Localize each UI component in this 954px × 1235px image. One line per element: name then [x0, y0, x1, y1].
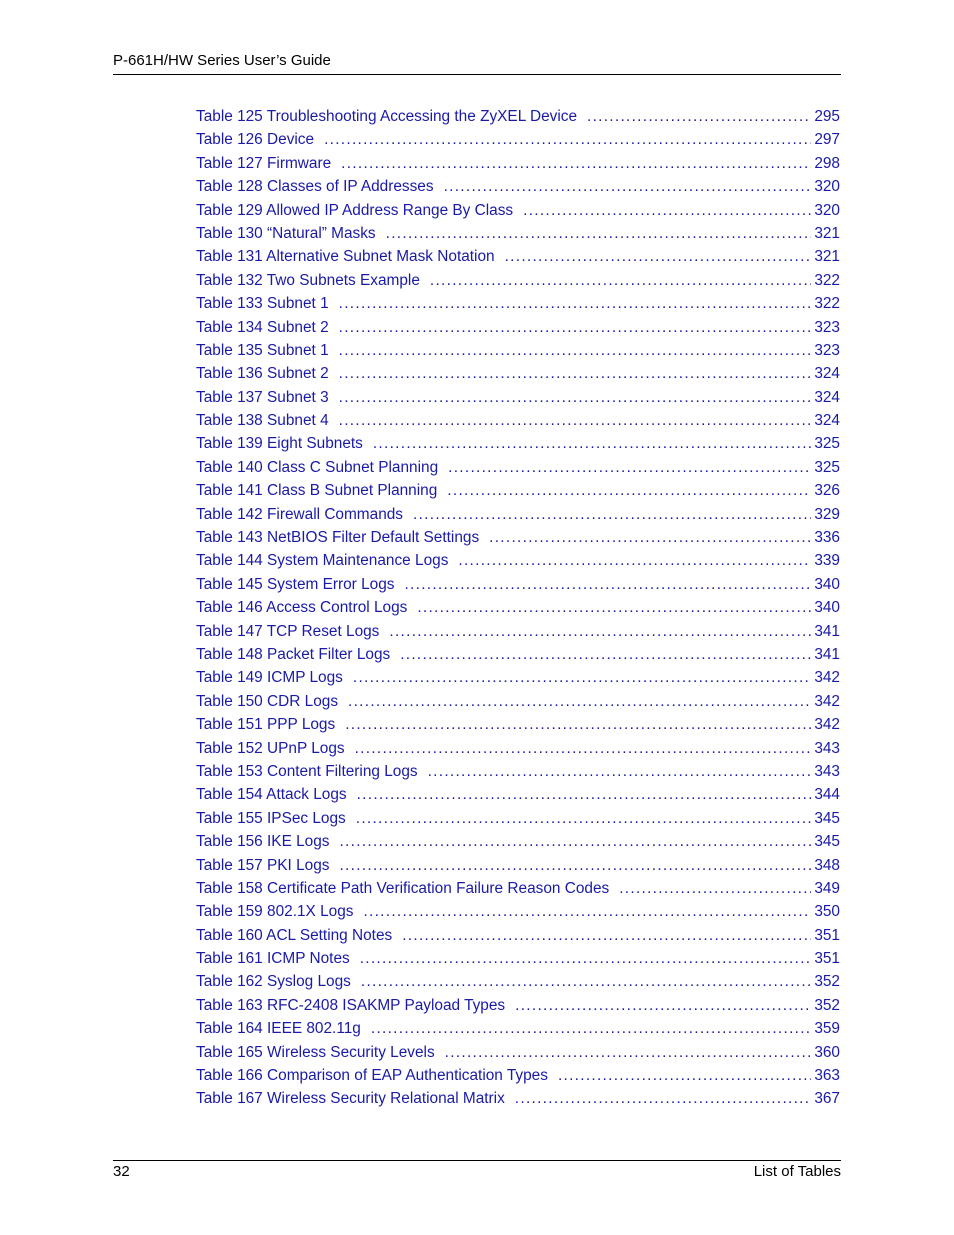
toc-entry-title: Table 144 System Maintenance Logs — [196, 552, 449, 570]
toc-entry-title: Table 158 Certificate Path Verification Failure Reason Codes — [196, 879, 610, 897]
toc-entry-page-number: 345 — [814, 833, 840, 851]
dot-leader — [339, 362, 812, 385]
toc-entry-link[interactable] — [196, 947, 840, 970]
toc-entry-title: Table 163 RFC-2408 ISAKMP Payload Types — [196, 996, 506, 1014]
toc-entry-title: Table 141 Class B Subnet Planning — [196, 482, 438, 500]
dot-leader — [389, 620, 811, 643]
dot-leader — [417, 596, 811, 619]
toc-entry-title: Table 128 Classes of IP Addresses — [196, 178, 434, 196]
toc-entry-page-number: 321 — [814, 224, 840, 242]
toc-entry-link[interactable] — [196, 409, 840, 432]
toc-entry-link[interactable] — [196, 994, 840, 1017]
toc-entry-link[interactable] — [196, 877, 840, 900]
toc-entry-link[interactable] — [196, 316, 840, 339]
dot-leader — [430, 269, 811, 292]
dot-leader — [413, 503, 811, 526]
toc-entry-title: Table 142 Firewall Commands — [196, 505, 404, 523]
toc-entry-page-number: 340 — [814, 599, 840, 617]
toc-entry-title: Table 147 TCP Reset Logs — [196, 622, 380, 640]
dot-leader — [353, 666, 811, 689]
toc-entry-link[interactable] — [196, 386, 840, 409]
dot-leader — [339, 409, 812, 432]
toc-entry-link[interactable] — [196, 690, 840, 713]
toc-entry-page-number: 324 — [814, 365, 840, 383]
toc-entry-page-number: 323 — [814, 341, 840, 359]
toc-entry-page-number: 359 — [814, 1020, 840, 1038]
toc-entry-title: Table 127 Firmware — [196, 154, 332, 172]
toc-entry-link[interactable] — [196, 807, 840, 830]
toc-entry-page-number: 343 — [814, 739, 840, 757]
dot-leader — [458, 549, 811, 572]
toc-entry-title: Table 159 802.1X Logs — [196, 903, 354, 921]
toc-entry-page-number: 298 — [814, 154, 840, 172]
toc-entry-link[interactable] — [196, 456, 840, 479]
toc-entry-page-number: 360 — [814, 1043, 840, 1061]
toc-entry-title: Table 139 Eight Subnets — [196, 435, 363, 453]
toc-entry-page-number: 345 — [814, 809, 840, 827]
toc-entry-page-number: 343 — [814, 762, 840, 780]
toc-entry-page-number: 324 — [814, 412, 840, 430]
toc-entry-link[interactable] — [196, 620, 840, 643]
toc-entry-title: Table 126 Device — [196, 131, 315, 149]
dot-leader — [505, 245, 812, 268]
page-header — [113, 50, 841, 75]
toc-entry-title: Table 137 Subnet 3 — [196, 388, 329, 406]
toc-entry-page-number: 349 — [814, 879, 840, 897]
toc-entry-link[interactable] — [196, 970, 840, 993]
toc-entry-page-number: 342 — [814, 692, 840, 710]
dot-leader — [356, 807, 812, 830]
toc-entry-link[interactable] — [196, 900, 840, 923]
dot-leader — [339, 339, 812, 362]
section-name: List of Tables — [753, 1163, 841, 1180]
toc-entry-page-number: 344 — [814, 786, 840, 804]
toc-entry-page-number: 325 — [814, 435, 840, 453]
toc-entry-page-number: 329 — [814, 505, 840, 523]
toc-entry-link[interactable] — [196, 339, 840, 362]
toc-entry-link[interactable] — [196, 573, 840, 596]
toc-entry-title: Table 150 CDR Logs — [196, 692, 339, 710]
toc-entry-page-number: 367 — [814, 1090, 840, 1108]
toc-entry-page-number: 321 — [814, 248, 840, 266]
toc-entry-page-number: 320 — [814, 178, 840, 196]
toc-entry-link[interactable] — [196, 128, 840, 151]
toc-entry-page-number: 320 — [814, 201, 840, 219]
toc-entry-page-number: 350 — [814, 903, 840, 921]
dot-leader — [587, 105, 811, 128]
toc-entry-link[interactable] — [196, 549, 840, 572]
toc-entry-title: Table 149 ICMP Logs — [196, 669, 343, 687]
toc-entry-link[interactable] — [196, 1087, 840, 1110]
toc-entry-page-number: 342 — [814, 669, 840, 687]
toc-entry-title: Table 160 ACL Setting Notes — [196, 926, 393, 944]
dot-leader — [360, 947, 812, 970]
document-title: P-661H/HW Series User’s Guide — [113, 52, 331, 69]
dot-leader — [619, 877, 811, 900]
toc-entry-page-number: 352 — [814, 996, 840, 1014]
toc-entry-title: Table 136 Subnet 2 — [196, 365, 329, 383]
toc-entry-title: Table 152 UPnP Logs — [196, 739, 345, 757]
toc-entry-link[interactable] — [196, 666, 840, 689]
toc-entry-page-number: 348 — [814, 856, 840, 874]
toc-entry-link[interactable] — [196, 1041, 840, 1064]
dot-leader — [371, 1017, 811, 1040]
toc-entry-link[interactable] — [196, 924, 840, 947]
toc-entry-link[interactable] — [196, 783, 840, 806]
toc-entry-title: Table 145 System Error Logs — [196, 575, 395, 593]
dot-leader — [339, 292, 812, 315]
dot-leader — [341, 152, 811, 175]
toc-entry-page-number: 336 — [814, 529, 840, 547]
dot-leader — [515, 1087, 812, 1110]
toc-entry-page-number: 341 — [814, 645, 840, 663]
toc-entry-link[interactable] — [196, 199, 840, 222]
dot-leader — [348, 690, 811, 713]
toc-entry-link[interactable] — [196, 643, 840, 666]
toc-entry-title: Table 154 Attack Logs — [196, 786, 347, 804]
toc-entry-title: Table 153 Content Filtering Logs — [196, 762, 418, 780]
toc-entry-page-number: 352 — [814, 973, 840, 991]
toc-entry-title: Table 131 Alternative Subnet Mask Notation — [196, 248, 495, 266]
toc-entry-link[interactable] — [196, 503, 840, 526]
dot-leader — [523, 199, 811, 222]
toc-entry-link[interactable] — [196, 760, 840, 783]
toc-entry-page-number: 322 — [814, 295, 840, 313]
toc-entry-page-number: 297 — [814, 131, 840, 149]
dot-leader — [448, 456, 811, 479]
toc-entry-link[interactable] — [196, 152, 840, 175]
toc-entry-title: Table 165 Wireless Security Levels — [196, 1043, 435, 1061]
toc-entry-title: Table 166 Comparison of EAP Authentication Types — [196, 1067, 548, 1085]
toc-entry-title: Table 130 “Natural” Masks — [196, 224, 376, 242]
dot-leader — [361, 970, 811, 993]
dot-leader — [339, 316, 812, 339]
toc-entry-title: Table 155 IPSec Logs — [196, 809, 346, 827]
toc-entry-page-number: 351 — [814, 950, 840, 968]
dot-leader — [324, 128, 811, 151]
toc-entry-title: Table 156 IKE Logs — [196, 833, 330, 851]
toc-entry-title: Table 164 IEEE 802.11g — [196, 1020, 361, 1038]
dot-leader — [357, 783, 812, 806]
dot-leader — [355, 737, 812, 760]
toc-entry-link[interactable] — [196, 737, 840, 760]
dot-leader — [363, 900, 811, 923]
toc-entry-page-number: 340 — [814, 575, 840, 593]
toc-entry-page-number: 342 — [814, 716, 840, 734]
dot-leader — [339, 830, 811, 853]
toc-entry-link[interactable] — [196, 222, 840, 245]
dot-leader — [558, 1064, 811, 1087]
dot-leader — [339, 854, 811, 877]
toc-entry-title: Table 140 Class C Subnet Planning — [196, 458, 439, 476]
toc-entry-title: Table 135 Subnet 1 — [196, 341, 329, 359]
toc-entry-title: Table 132 Two Subnets Example — [196, 271, 420, 289]
toc-entry-page-number: 324 — [814, 388, 840, 406]
toc-entry-title: Table 129 Allowed IP Address Range By Class — [196, 201, 514, 219]
page-number: 32 — [113, 1163, 130, 1180]
dot-leader — [386, 222, 812, 245]
dot-leader — [373, 432, 811, 455]
dot-leader — [444, 175, 812, 198]
toc-entry-title: Table 146 Access Control Logs — [196, 599, 408, 617]
toc-entry-title: Table 125 Troubleshooting Accessing the ZyXEL Device — [196, 108, 577, 125]
dot-leader — [447, 479, 811, 502]
toc-entry-title: Table 148 Packet Filter Logs — [196, 645, 391, 663]
toc-entry-page-number: 363 — [814, 1067, 840, 1085]
toc-entry-title: Table 138 Subnet 4 — [196, 412, 329, 430]
dot-leader — [445, 1041, 812, 1064]
list-of-tables — [196, 105, 840, 1111]
toc-entry-link[interactable] — [196, 105, 840, 128]
toc-entry-link[interactable] — [196, 596, 840, 619]
dot-leader — [339, 386, 812, 409]
page-footer — [113, 1160, 841, 1185]
toc-entry-title: Table 133 Subnet 1 — [196, 295, 329, 313]
dot-leader — [515, 994, 811, 1017]
toc-entry-link[interactable] — [196, 175, 840, 198]
toc-entry-link[interactable] — [196, 479, 840, 502]
toc-entry-title: Table 162 Syslog Logs — [196, 973, 351, 991]
toc-entry-link[interactable] — [196, 1064, 840, 1087]
toc-entry-link[interactable] — [196, 432, 840, 455]
dot-leader — [345, 713, 811, 736]
dot-leader — [400, 643, 811, 666]
toc-entry-page-number: 339 — [814, 552, 840, 570]
toc-entry-page-number: 295 — [814, 108, 840, 125]
dot-leader — [428, 760, 812, 783]
toc-entry-page-number: 351 — [814, 926, 840, 944]
toc-entry-link[interactable] — [196, 1017, 840, 1040]
toc-entry-page-number: 323 — [814, 318, 840, 336]
toc-entry-link[interactable] — [196, 292, 840, 315]
toc-entry-page-number: 325 — [814, 458, 840, 476]
dot-leader — [404, 573, 811, 596]
toc-entry-page-number: 341 — [814, 622, 840, 640]
toc-entry-link[interactable] — [196, 830, 840, 853]
toc-entry-title: Table 161 ICMP Notes — [196, 950, 350, 968]
toc-entry-link[interactable] — [196, 269, 840, 292]
toc-entry-link[interactable] — [196, 854, 840, 877]
toc-entry-title: Table 167 Wireless Security Relational Matrix — [196, 1090, 505, 1108]
toc-entry-link[interactable] — [196, 245, 840, 268]
toc-entry-link[interactable] — [196, 362, 840, 385]
dot-leader — [402, 924, 811, 947]
toc-entry-title: Table 143 NetBIOS Filter Default Settings — [196, 529, 480, 547]
toc-entry-title: Table 151 PPP Logs — [196, 716, 336, 734]
dot-leader — [489, 526, 811, 549]
toc-entry-link[interactable] — [196, 713, 840, 736]
toc-entry-title: Table 157 PKI Logs — [196, 856, 330, 874]
toc-entry-title: Table 134 Subnet 2 — [196, 318, 329, 336]
toc-entry-page-number: 322 — [814, 271, 840, 289]
toc-entry-link[interactable] — [196, 526, 840, 549]
toc-entry-page-number: 326 — [814, 482, 840, 500]
